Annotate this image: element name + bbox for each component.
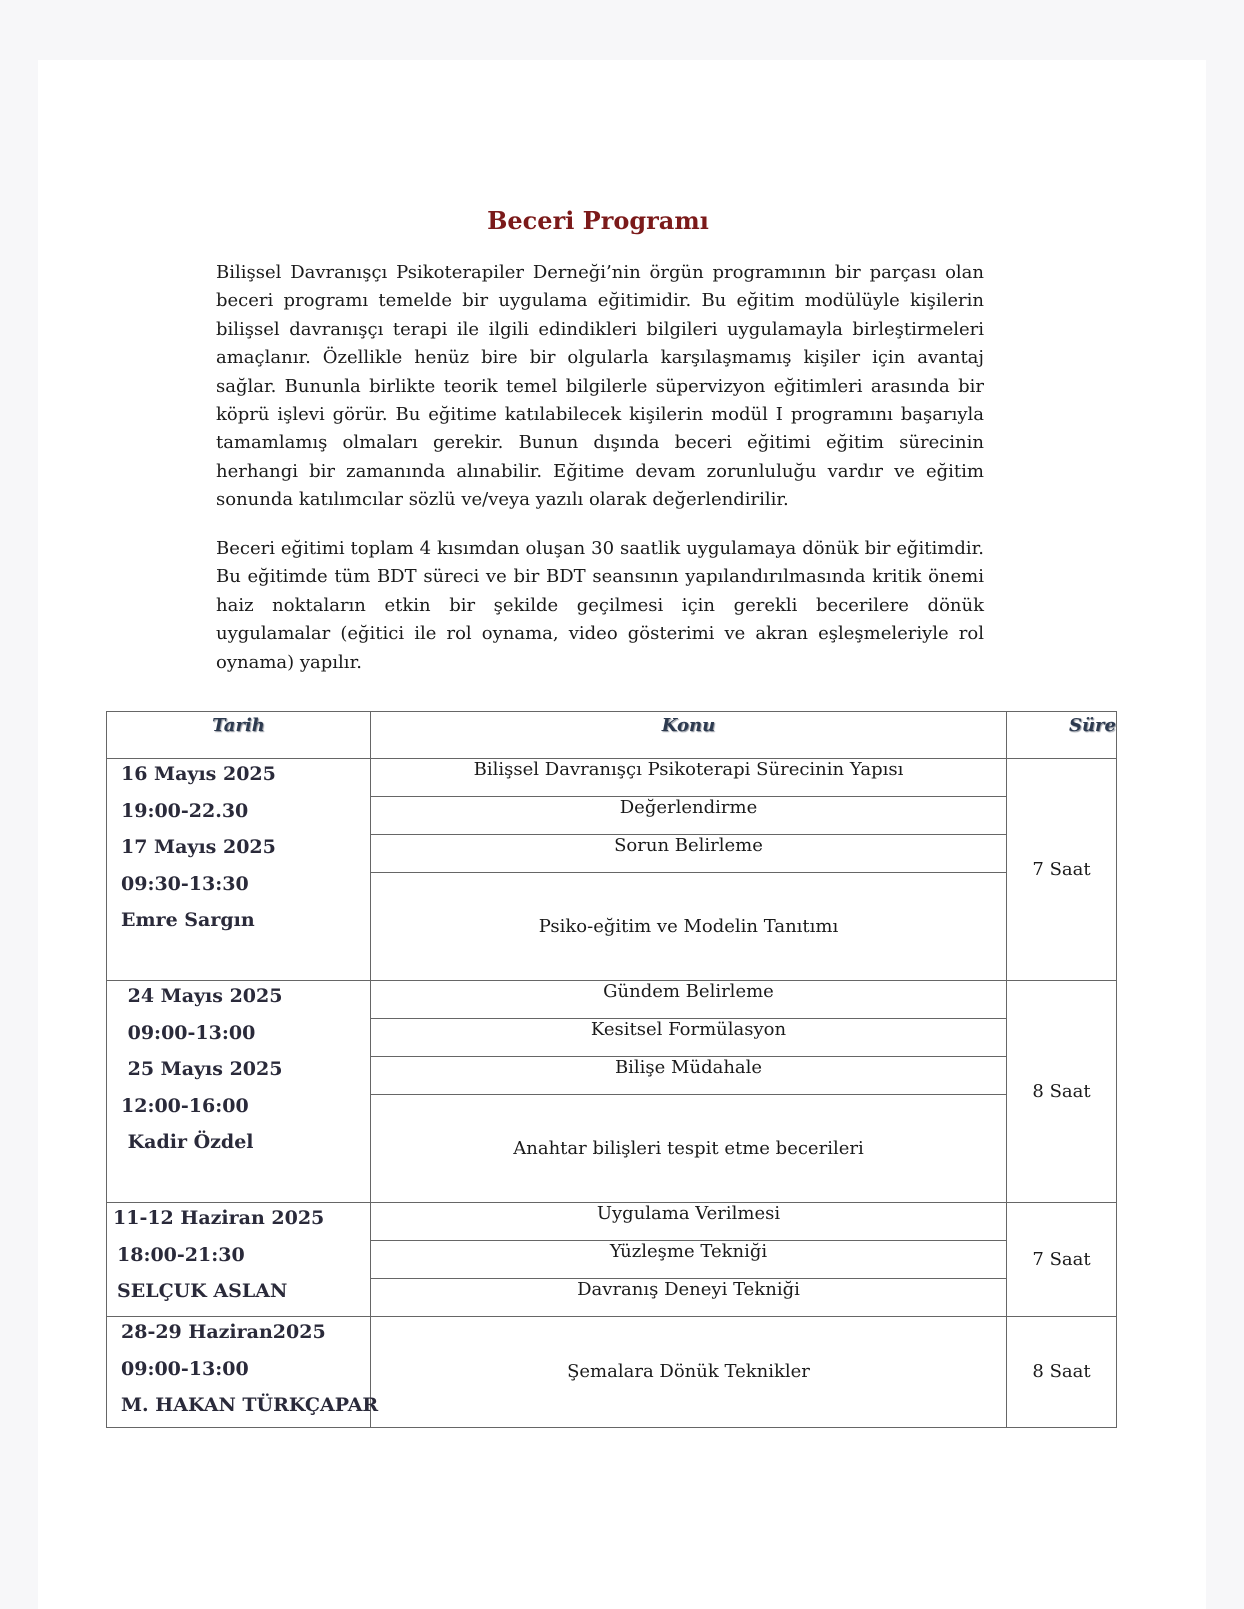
time-line: 19:00-22.30 <box>121 799 249 822</box>
header-date: Tarih <box>107 712 371 759</box>
table-row <box>107 759 1117 797</box>
table-row <box>107 981 1117 1019</box>
time-line: 09:00-13:00 <box>121 1357 249 1380</box>
topic-cell: Kesitsel Formülasyon <box>371 1019 1007 1057</box>
topic-cell: Psiko-eğitim ve Modelin Tanıtımı <box>371 873 1007 981</box>
table-header-row <box>107 712 1117 759</box>
instructor-name: Emre Sargın <box>121 909 255 932</box>
topic-cell: Uygulama Verilmesi <box>371 1203 1007 1241</box>
page-title: Beceri Programı <box>487 206 709 235</box>
date-cell <box>107 981 371 1203</box>
date-cell <box>107 1203 371 1317</box>
topic-cell: Yüzleşme Tekniği <box>371 1241 1007 1279</box>
date-line: 25 Mayıs 2025 <box>121 1058 283 1081</box>
topic-cell: Değerlendirme <box>371 797 1007 835</box>
duration-cell: 8 Saat <box>1007 981 1117 1203</box>
time-line: 09:30-13:30 <box>121 872 249 895</box>
intro-paragraph: Bilişsel Davranışçı Psikoterapiler Derneği’nin örgün programının bir parçası olan beceri programı temelde bir uygulama eğitimidir. Bu eğitim modülüyle kişilerin bilişsel davranışçı terapi ile ilgili edindikleri bilgileri uygulamayla birleştirmeleri amaçlanır. Özellikle henüz bire bir olgularla karşılaşmamış kişiler için avantaj sağlar. Bununla birlikte teorik temel bilgilerle süpervizyon eğitimleri arasında bir köprü işlevi görür. Bu eğitime katılabilecek kişilerin modül I programını başarıyla tamamlamış olmaları gerekir. Bunun dışında beceri eğitimi eğitim sürecinin herhangi bir zamanında alınabilir. Eğitime devam zorunluluğu vardır ve eğitim sonunda katılımcılar sözlü ve/veya yazılı olarak değerlendirilir. <box>216 262 984 511</box>
topic-cell: Bilişe Müdahale <box>371 1057 1007 1095</box>
details-paragraph: Beceri eğitimi toplam 4 kısımdan oluşan 30 saatlik uygulamaya dönük bir eğitimdir. Bu eğitimde tüm BDT süreci ve bir BDT seansının yapılandırılmasında kritik önemi haiz noktaların etkin bir şekilde geçilmesi için gerekli becerilere dönük uygulamalar (eğitici ile rol oynama, video gösterimi ve akran eşleşmeleriyle rol oynama) yapılır. <box>216 538 984 673</box>
date-cell <box>107 1317 379 1428</box>
date-line: 24 Mayıs 2025 <box>121 985 283 1007</box>
table-row <box>107 1317 1117 1428</box>
topic-cell: Anahtar bilişleri tespit etme becerileri <box>371 1095 1007 1203</box>
header-topic: Konu <box>371 712 1007 759</box>
topic-cell: Davranış Deneyi Tekniği <box>371 1279 1007 1317</box>
instructor-name: M. HAKAN TÜRKÇAPAR <box>121 1394 379 1417</box>
instructor-name: SELÇUK ASLAN <box>117 1280 288 1303</box>
topic-cell: Şemalara Dönük Teknikler <box>371 1317 1007 1428</box>
duration-cell: 7 Saat <box>1007 759 1117 981</box>
table-row <box>107 1203 1117 1241</box>
schedule-table <box>106 711 1117 1428</box>
date-cell <box>107 759 371 981</box>
time-line: 18:00-21:30 <box>117 1243 245 1266</box>
date-line: 28-29 Haziran2025 <box>121 1321 326 1343</box>
duration-cell: 7 Saat <box>1007 1203 1117 1317</box>
date-line: 16 Mayıs 2025 <box>121 763 276 785</box>
date-line: 17 Mayıs 2025 <box>121 836 276 859</box>
topic-cell: Sorun Belirleme <box>371 835 1007 873</box>
time-line: 12:00-16:00 <box>121 1094 249 1117</box>
document-page <box>38 60 1206 1609</box>
time-line: 09:00-13:00 <box>121 1021 256 1044</box>
duration-cell: 8 Saat <box>1007 1317 1117 1428</box>
instructor-name: Kadir Özdel <box>121 1131 254 1154</box>
header-duration: Süre <box>1007 712 1117 759</box>
topic-cell: Gündem Belirleme <box>371 981 1007 1019</box>
date-line: 11-12 Haziran 2025 <box>113 1207 325 1229</box>
topic-cell: Bilişsel Davranışçı Psikoterapi Sürecinin Yapısı <box>371 759 1007 797</box>
